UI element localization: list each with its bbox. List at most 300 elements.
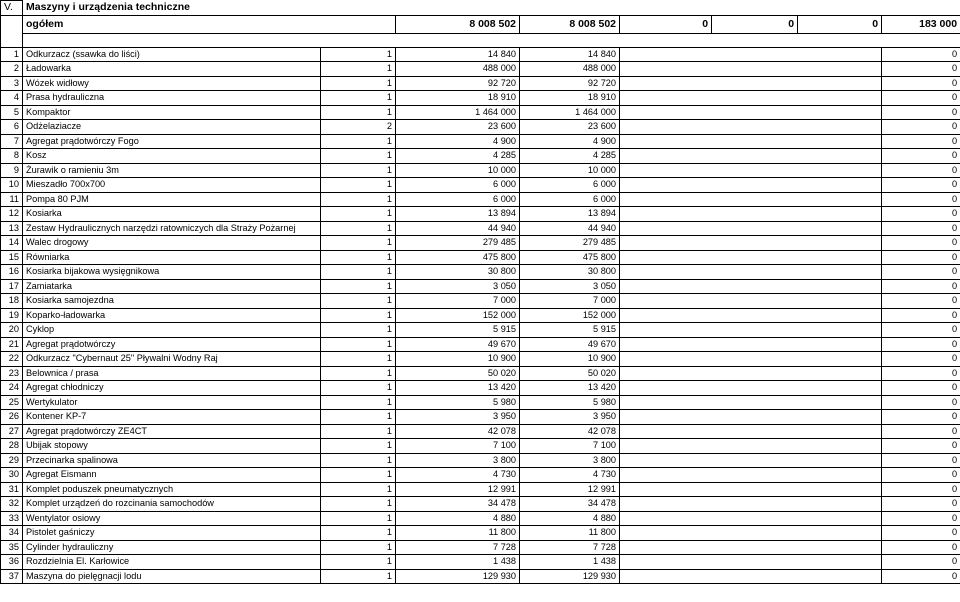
table-row bbox=[1, 236, 960, 251]
item-quantity: 1 bbox=[321, 279, 396, 294]
item-name: Walec drogowy bbox=[23, 236, 321, 251]
item-name: Kompaktor bbox=[23, 105, 321, 120]
item-name: Kosiarka bijakowa wysięgnikowa bbox=[23, 265, 321, 280]
item-value-b: 152 000 bbox=[520, 308, 620, 323]
row-number: 24 bbox=[1, 381, 23, 396]
item-blank bbox=[712, 120, 798, 135]
item-value-b: 488 000 bbox=[520, 62, 620, 77]
row-number: 33 bbox=[1, 511, 23, 526]
item-value-a: 3 050 bbox=[396, 279, 520, 294]
item-value-last: 0 bbox=[882, 323, 960, 338]
item-value-b: 10 000 bbox=[520, 163, 620, 178]
table-row bbox=[1, 323, 960, 338]
item-value-a: 44 940 bbox=[396, 221, 520, 236]
item-name: Agregat prądotwórczy bbox=[23, 337, 321, 352]
item-value-a: 13 420 bbox=[396, 381, 520, 396]
row-number: 31 bbox=[1, 482, 23, 497]
item-value-a: 42 078 bbox=[396, 424, 520, 439]
item-value-a: 3 800 bbox=[396, 453, 520, 468]
item-blank bbox=[798, 511, 882, 526]
item-value-last: 0 bbox=[882, 511, 960, 526]
item-blank bbox=[620, 352, 712, 367]
item-quantity: 1 bbox=[321, 265, 396, 280]
item-name: Prasa hydrauliczna bbox=[23, 91, 321, 106]
item-blank bbox=[620, 482, 712, 497]
item-value-last: 0 bbox=[882, 540, 960, 555]
row-number: 16 bbox=[1, 265, 23, 280]
table-row bbox=[1, 76, 960, 91]
item-value-a: 4 900 bbox=[396, 134, 520, 149]
item-blank bbox=[798, 178, 882, 193]
table-row bbox=[1, 163, 960, 178]
item-blank bbox=[620, 76, 712, 91]
table-row bbox=[1, 439, 960, 454]
item-value-b: 7 000 bbox=[520, 294, 620, 309]
summary-col-4: 0 bbox=[712, 15, 798, 33]
item-blank bbox=[798, 453, 882, 468]
item-blank bbox=[798, 337, 882, 352]
item-blank bbox=[798, 134, 882, 149]
row-number: 8 bbox=[1, 149, 23, 164]
item-blank bbox=[798, 62, 882, 77]
row-number: 35 bbox=[1, 540, 23, 555]
item-value-b: 4 730 bbox=[520, 468, 620, 483]
item-value-last: 0 bbox=[882, 279, 960, 294]
table-row bbox=[1, 265, 960, 280]
item-blank bbox=[798, 424, 882, 439]
item-blank bbox=[620, 192, 712, 207]
spacer-cell bbox=[1, 33, 23, 47]
item-quantity: 1 bbox=[321, 439, 396, 454]
row-number: 23 bbox=[1, 366, 23, 381]
item-name: Odżelaziacze bbox=[23, 120, 321, 135]
item-value-a: 5 980 bbox=[396, 395, 520, 410]
item-quantity: 2 bbox=[321, 120, 396, 135]
item-blank bbox=[712, 395, 798, 410]
item-blank bbox=[712, 279, 798, 294]
item-value-b: 92 720 bbox=[520, 76, 620, 91]
item-quantity: 1 bbox=[321, 497, 396, 512]
item-quantity: 1 bbox=[321, 569, 396, 584]
table-row bbox=[1, 120, 960, 135]
table-row bbox=[1, 424, 960, 439]
summary-total-a: 8 008 502 bbox=[396, 15, 520, 33]
table-row bbox=[1, 569, 960, 584]
item-quantity: 1 bbox=[321, 178, 396, 193]
item-name: Zestaw Hydraulicznych narzędzi ratowniczych dla Straży Pożarnej bbox=[23, 221, 321, 236]
item-quantity: 1 bbox=[321, 410, 396, 425]
item-blank bbox=[712, 178, 798, 193]
item-blank bbox=[798, 323, 882, 338]
item-value-b: 3 800 bbox=[520, 453, 620, 468]
item-blank bbox=[620, 395, 712, 410]
item-blank bbox=[620, 526, 712, 541]
item-value-b: 50 020 bbox=[520, 366, 620, 381]
summary-col-3: 0 bbox=[620, 15, 712, 33]
summary-row bbox=[1, 15, 960, 33]
item-value-b: 34 478 bbox=[520, 497, 620, 512]
item-value-a: 7 728 bbox=[396, 540, 520, 555]
item-blank bbox=[620, 265, 712, 280]
item-value-a: 6 000 bbox=[396, 192, 520, 207]
item-value-last: 0 bbox=[882, 453, 960, 468]
row-number: 21 bbox=[1, 337, 23, 352]
item-name: Agregat prądotwórczy ZE4CT bbox=[23, 424, 321, 439]
item-value-b: 1 464 000 bbox=[520, 105, 620, 120]
item-name: Wózek widłowy bbox=[23, 76, 321, 91]
item-blank bbox=[798, 120, 882, 135]
item-value-b: 23 600 bbox=[520, 120, 620, 135]
row-number: 29 bbox=[1, 453, 23, 468]
item-quantity: 1 bbox=[321, 134, 396, 149]
item-value-b: 279 485 bbox=[520, 236, 620, 251]
item-value-b: 49 670 bbox=[520, 337, 620, 352]
item-value-b: 14 840 bbox=[520, 47, 620, 62]
item-value-last: 0 bbox=[882, 163, 960, 178]
table-row bbox=[1, 352, 960, 367]
item-quantity: 1 bbox=[321, 91, 396, 106]
table-row bbox=[1, 178, 960, 193]
item-value-b: 3 950 bbox=[520, 410, 620, 425]
item-name: Pompa 80 PJM bbox=[23, 192, 321, 207]
item-value-last: 0 bbox=[882, 424, 960, 439]
item-blank bbox=[712, 308, 798, 323]
item-blank bbox=[620, 439, 712, 454]
item-value-a: 11 800 bbox=[396, 526, 520, 541]
item-value-a: 12 991 bbox=[396, 482, 520, 497]
item-quantity: 1 bbox=[321, 323, 396, 338]
item-name: Belownica / prasa bbox=[23, 366, 321, 381]
item-quantity: 1 bbox=[321, 105, 396, 120]
item-blank bbox=[712, 366, 798, 381]
row-number: 37 bbox=[1, 569, 23, 584]
item-blank bbox=[620, 555, 712, 570]
item-value-last: 0 bbox=[882, 337, 960, 352]
row-number: 26 bbox=[1, 410, 23, 425]
item-blank bbox=[798, 526, 882, 541]
item-value-last: 0 bbox=[882, 526, 960, 541]
summary-total-b: 8 008 502 bbox=[520, 15, 620, 33]
item-quantity: 1 bbox=[321, 395, 396, 410]
item-value-last: 0 bbox=[882, 105, 960, 120]
row-number: 9 bbox=[1, 163, 23, 178]
item-name: Równiarka bbox=[23, 250, 321, 265]
item-blank bbox=[620, 120, 712, 135]
item-quantity: 1 bbox=[321, 468, 396, 483]
item-quantity: 1 bbox=[321, 221, 396, 236]
item-value-a: 18 910 bbox=[396, 91, 520, 106]
item-value-last: 0 bbox=[882, 497, 960, 512]
item-value-b: 12 991 bbox=[520, 482, 620, 497]
item-name: Odkurzacz "Cybernaut 25" Pływalni Wodny Raj bbox=[23, 352, 321, 367]
item-blank bbox=[620, 279, 712, 294]
item-quantity: 1 bbox=[321, 76, 396, 91]
item-name: Wertykulator bbox=[23, 395, 321, 410]
item-blank bbox=[620, 569, 712, 584]
item-blank bbox=[620, 337, 712, 352]
item-blank bbox=[620, 424, 712, 439]
spacer-cell bbox=[23, 33, 960, 47]
item-name: Przecinarka spalinowa bbox=[23, 453, 321, 468]
item-blank bbox=[620, 163, 712, 178]
item-blank bbox=[712, 453, 798, 468]
row-number: 20 bbox=[1, 323, 23, 338]
summary-gap bbox=[1, 15, 23, 33]
row-number: 15 bbox=[1, 250, 23, 265]
table-row bbox=[1, 453, 960, 468]
item-blank bbox=[712, 91, 798, 106]
item-blank bbox=[620, 453, 712, 468]
item-blank bbox=[798, 555, 882, 570]
item-blank bbox=[620, 178, 712, 193]
item-name: Agregat chłodniczy bbox=[23, 381, 321, 396]
item-value-last: 0 bbox=[882, 555, 960, 570]
row-number: 19 bbox=[1, 308, 23, 323]
item-quantity: 1 bbox=[321, 308, 396, 323]
section-header-row bbox=[1, 1, 960, 16]
item-blank bbox=[798, 192, 882, 207]
item-blank bbox=[798, 439, 882, 454]
item-value-last: 0 bbox=[882, 395, 960, 410]
item-quantity: 1 bbox=[321, 366, 396, 381]
table-row bbox=[1, 91, 960, 106]
table-row bbox=[1, 105, 960, 120]
item-blank bbox=[620, 468, 712, 483]
table-row bbox=[1, 337, 960, 352]
row-number: 10 bbox=[1, 178, 23, 193]
table-row bbox=[1, 482, 960, 497]
item-blank bbox=[712, 149, 798, 164]
table-row bbox=[1, 555, 960, 570]
item-quantity: 1 bbox=[321, 526, 396, 541]
item-value-a: 49 670 bbox=[396, 337, 520, 352]
item-value-last: 0 bbox=[882, 352, 960, 367]
item-blank bbox=[620, 207, 712, 222]
item-quantity: 1 bbox=[321, 511, 396, 526]
item-quantity: 1 bbox=[321, 337, 396, 352]
item-name: Żurawik o ramieniu 3m bbox=[23, 163, 321, 178]
item-blank bbox=[798, 482, 882, 497]
item-blank bbox=[798, 221, 882, 236]
item-blank bbox=[712, 439, 798, 454]
item-name: Odkurzacz (ssawka do liści) bbox=[23, 47, 321, 62]
item-value-last: 0 bbox=[882, 149, 960, 164]
item-value-a: 475 800 bbox=[396, 250, 520, 265]
item-value-b: 6 000 bbox=[520, 178, 620, 193]
row-number: 25 bbox=[1, 395, 23, 410]
item-name: Maszyna do pielęgnacji lodu bbox=[23, 569, 321, 584]
item-name: Cyklop bbox=[23, 323, 321, 338]
item-blank bbox=[620, 308, 712, 323]
item-value-a: 50 020 bbox=[396, 366, 520, 381]
item-value-a: 129 930 bbox=[396, 569, 520, 584]
item-blank bbox=[712, 192, 798, 207]
item-quantity: 1 bbox=[321, 192, 396, 207]
item-blank bbox=[712, 337, 798, 352]
section-title: Maszyny i urządzenia techniczne bbox=[23, 1, 520, 16]
item-blank bbox=[798, 279, 882, 294]
item-name: Kosz bbox=[23, 149, 321, 164]
item-blank bbox=[798, 250, 882, 265]
item-quantity: 1 bbox=[321, 47, 396, 62]
table-row bbox=[1, 192, 960, 207]
item-blank bbox=[620, 294, 712, 309]
item-blank bbox=[712, 511, 798, 526]
item-value-b: 10 900 bbox=[520, 352, 620, 367]
item-blank bbox=[712, 468, 798, 483]
item-blank bbox=[712, 163, 798, 178]
summary-col-5: 0 bbox=[798, 15, 882, 33]
item-value-b: 7 100 bbox=[520, 439, 620, 454]
row-number: 28 bbox=[1, 439, 23, 454]
table-row bbox=[1, 468, 960, 483]
item-blank bbox=[712, 250, 798, 265]
item-value-b: 5 915 bbox=[520, 323, 620, 338]
item-value-last: 0 bbox=[882, 62, 960, 77]
item-blank bbox=[712, 352, 798, 367]
item-value-a: 10 000 bbox=[396, 163, 520, 178]
item-name: Cylinder hydrauliczny bbox=[23, 540, 321, 555]
item-value-last: 0 bbox=[882, 439, 960, 454]
item-value-b: 30 800 bbox=[520, 265, 620, 280]
item-name: Ładowarka bbox=[23, 62, 321, 77]
item-blank bbox=[620, 250, 712, 265]
item-blank bbox=[712, 555, 798, 570]
item-value-a: 1 438 bbox=[396, 555, 520, 570]
item-blank bbox=[798, 352, 882, 367]
table-row bbox=[1, 134, 960, 149]
row-number: 4 bbox=[1, 91, 23, 106]
row-number: 17 bbox=[1, 279, 23, 294]
item-name: Ubijak stopowy bbox=[23, 439, 321, 454]
item-name: Komplet urządzeń do rozcinania samochodów bbox=[23, 497, 321, 512]
table-row bbox=[1, 207, 960, 222]
item-blank bbox=[620, 323, 712, 338]
table-row bbox=[1, 149, 960, 164]
item-value-last: 0 bbox=[882, 410, 960, 425]
table-row bbox=[1, 366, 960, 381]
item-blank bbox=[620, 540, 712, 555]
item-blank bbox=[712, 526, 798, 541]
item-value-b: 6 000 bbox=[520, 192, 620, 207]
item-value-a: 14 840 bbox=[396, 47, 520, 62]
item-value-a: 23 600 bbox=[396, 120, 520, 135]
item-blank bbox=[620, 91, 712, 106]
item-value-last: 0 bbox=[882, 221, 960, 236]
item-blank bbox=[798, 540, 882, 555]
item-blank bbox=[620, 366, 712, 381]
row-number: 36 bbox=[1, 555, 23, 570]
table-row bbox=[1, 62, 960, 77]
item-name: Wentylator osiowy bbox=[23, 511, 321, 526]
item-value-last: 0 bbox=[882, 134, 960, 149]
item-blank bbox=[712, 134, 798, 149]
item-value-a: 4 285 bbox=[396, 149, 520, 164]
item-value-b: 44 940 bbox=[520, 221, 620, 236]
row-number: 13 bbox=[1, 221, 23, 236]
section-number: V. bbox=[1, 1, 23, 16]
item-quantity: 1 bbox=[321, 482, 396, 497]
item-value-b: 129 930 bbox=[520, 569, 620, 584]
item-blank bbox=[798, 149, 882, 164]
item-value-a: 3 950 bbox=[396, 410, 520, 425]
item-quantity: 1 bbox=[321, 250, 396, 265]
item-value-b: 4 900 bbox=[520, 134, 620, 149]
item-value-last: 0 bbox=[882, 178, 960, 193]
table-row bbox=[1, 526, 960, 541]
item-blank bbox=[712, 207, 798, 222]
item-name: Rozdzielnia El. Karłowice bbox=[23, 555, 321, 570]
row-number: 14 bbox=[1, 236, 23, 251]
item-name: Kosiarka bbox=[23, 207, 321, 222]
item-value-a: 34 478 bbox=[396, 497, 520, 512]
item-value-b: 18 910 bbox=[520, 91, 620, 106]
row-number: 7 bbox=[1, 134, 23, 149]
item-blank bbox=[798, 91, 882, 106]
item-value-last: 0 bbox=[882, 91, 960, 106]
item-blank bbox=[620, 134, 712, 149]
item-value-a: 7 000 bbox=[396, 294, 520, 309]
table-row bbox=[1, 497, 960, 512]
row-number: 32 bbox=[1, 497, 23, 512]
item-value-last: 0 bbox=[882, 308, 960, 323]
item-blank bbox=[620, 149, 712, 164]
item-blank bbox=[712, 424, 798, 439]
table-row bbox=[1, 308, 960, 323]
item-value-a: 6 000 bbox=[396, 178, 520, 193]
item-blank bbox=[798, 163, 882, 178]
table-row bbox=[1, 540, 960, 555]
item-blank bbox=[798, 366, 882, 381]
item-blank bbox=[798, 76, 882, 91]
item-name: Mieszadło 700x700 bbox=[23, 178, 321, 193]
item-blank bbox=[712, 294, 798, 309]
row-number: 11 bbox=[1, 192, 23, 207]
item-blank bbox=[712, 381, 798, 396]
row-number: 5 bbox=[1, 105, 23, 120]
item-value-a: 5 915 bbox=[396, 323, 520, 338]
summary-label: ogółem bbox=[23, 15, 396, 33]
row-number: 22 bbox=[1, 352, 23, 367]
row-number: 18 bbox=[1, 294, 23, 309]
item-value-last: 0 bbox=[882, 76, 960, 91]
item-value-last: 0 bbox=[882, 468, 960, 483]
item-blank bbox=[620, 221, 712, 236]
item-value-b: 1 438 bbox=[520, 555, 620, 570]
item-blank bbox=[620, 62, 712, 77]
item-blank bbox=[712, 236, 798, 251]
item-value-b: 475 800 bbox=[520, 250, 620, 265]
item-quantity: 1 bbox=[321, 540, 396, 555]
item-blank bbox=[620, 511, 712, 526]
item-blank bbox=[712, 265, 798, 280]
item-name: Pistolet gaśniczy bbox=[23, 526, 321, 541]
row-number: 30 bbox=[1, 468, 23, 483]
item-blank bbox=[712, 482, 798, 497]
item-blank bbox=[798, 410, 882, 425]
item-blank bbox=[712, 323, 798, 338]
summary-col-6: 183 000 bbox=[882, 15, 960, 33]
row-number: 34 bbox=[1, 526, 23, 541]
header-blank bbox=[520, 1, 960, 16]
item-blank bbox=[712, 221, 798, 236]
item-blank bbox=[798, 468, 882, 483]
item-value-last: 0 bbox=[882, 569, 960, 584]
row-number: 1 bbox=[1, 47, 23, 62]
item-quantity: 1 bbox=[321, 163, 396, 178]
row-number: 3 bbox=[1, 76, 23, 91]
item-value-a: 279 485 bbox=[396, 236, 520, 251]
